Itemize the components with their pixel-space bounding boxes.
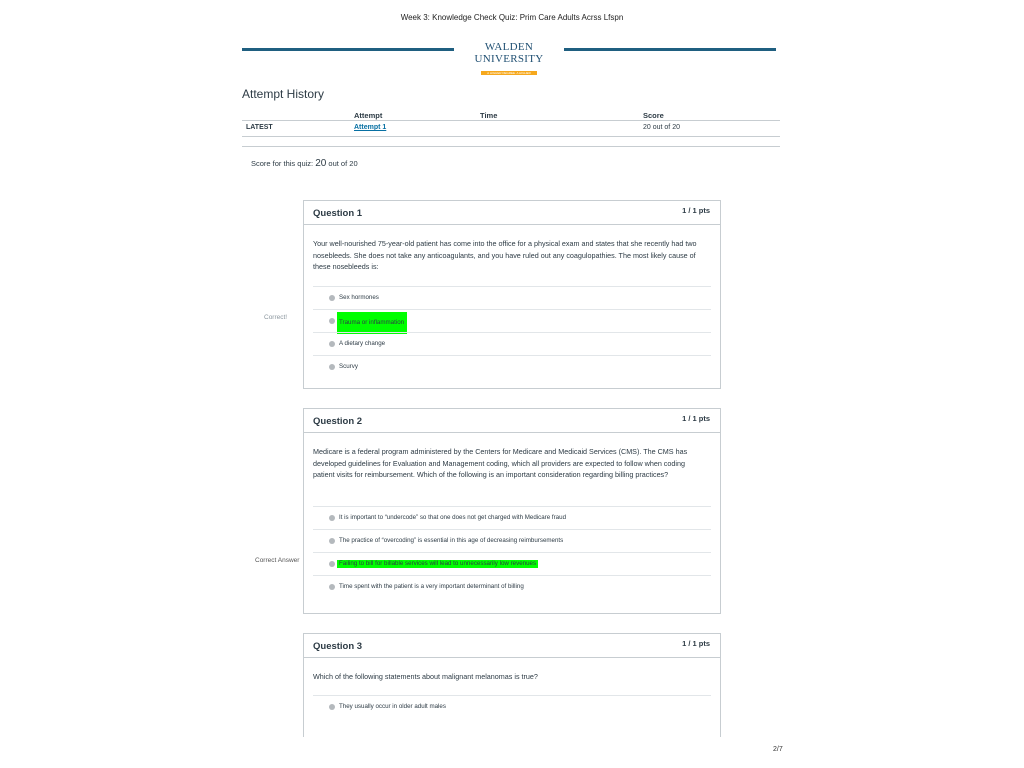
question-3-card <box>303 633 721 737</box>
answer-option[interactable] <box>313 506 711 529</box>
attempt-history-header <box>242 108 780 121</box>
attempt-history-table <box>242 108 780 137</box>
question-text: Your well-nourished 75-year-old patient has come into the office for a physical exam and states that she recently had two nosebleeds. She does not take any anticoagulants, and you have ruled out any coagulopathies. The most likely cause of these nosebleeds is: <box>313 239 697 272</box>
row-label-latest: LATEST <box>246 124 273 131</box>
column-header-time: Time <box>480 111 498 120</box>
answer-list <box>313 695 711 718</box>
table-row <box>242 121 780 137</box>
answer-option[interactable] <box>313 332 711 355</box>
question-1-card <box>303 200 721 389</box>
answer-text: Time spent with the patient is a very important determinant of billing <box>339 583 524 590</box>
answer-text: A dietary change <box>339 340 386 347</box>
walden-logo <box>456 41 562 83</box>
attempt-score: 20 out of 20 <box>643 124 680 131</box>
answer-text: They usually occur in older adult males <box>339 703 446 710</box>
answer-option-correct[interactable] <box>313 552 711 575</box>
question-points: 1 / 1 pts <box>682 206 710 215</box>
radio-icon[interactable] <box>329 704 335 710</box>
radio-icon[interactable] <box>329 318 335 324</box>
correct-label: Correct! <box>264 314 288 321</box>
column-header-score: Score <box>643 111 664 120</box>
brand-rule-right <box>564 48 776 51</box>
radio-icon[interactable] <box>329 364 335 370</box>
column-header-attempt: Attempt <box>354 111 383 120</box>
question-text: Which of the following statements about malignant melanomas is true? <box>313 672 538 681</box>
radio-icon[interactable] <box>329 561 335 567</box>
radio-icon[interactable] <box>329 341 335 347</box>
score-prefix: Score for this quiz: <box>251 159 314 168</box>
score-suffix: out of 20 <box>328 159 358 168</box>
answer-text: Sex hormones <box>339 294 379 301</box>
answer-option[interactable] <box>313 695 711 718</box>
question-2-card <box>303 408 721 614</box>
answer-list <box>313 506 711 598</box>
answer-option[interactable] <box>313 286 711 309</box>
answer-option[interactable] <box>313 355 711 378</box>
answer-text: Scurvy <box>339 363 358 370</box>
answer-option-selected[interactable] <box>313 309 711 332</box>
question-title: Question 2 <box>313 416 363 427</box>
radio-icon[interactable] <box>329 515 335 521</box>
score-value: 20 <box>315 158 327 169</box>
question-header <box>304 201 720 225</box>
correct-answer-label: Correct Answer <box>255 557 300 564</box>
attempt-history-title: Attempt History <box>242 87 325 101</box>
answer-text: It is important to “undercode” so that one does not get charged with Medicare fraud <box>339 514 567 521</box>
table-divider <box>242 146 780 147</box>
brand-tagline: A HIGHER DEGREE. A HIGHER PURPOSE. <box>481 71 537 75</box>
answer-text: Trauma or inflammation <box>337 312 407 334</box>
question-title: Question 1 <box>313 208 363 219</box>
answer-option[interactable] <box>313 575 711 598</box>
brand-rule-left <box>242 48 454 51</box>
answer-text: The practice of “overcoding” is essential in this age of decreasing reimbursements <box>339 537 564 544</box>
radio-icon[interactable] <box>329 584 335 590</box>
question-text: Medicare is a federal program administered by the Centers for Medicare and Medicaid Services (CMS). The CMS has developed guidelines for Evaluation and Management coding, which all providers are expected to follow when coding patient visits for reimbursement. Which of the following is an important consideration regarding billing practices? <box>313 447 688 480</box>
answer-list <box>313 286 711 378</box>
page-number: 2/7 <box>773 746 783 753</box>
attempt-1-link[interactable]: Attempt 1 <box>354 124 387 131</box>
question-header <box>304 634 720 658</box>
quiz-score-summary <box>251 158 358 169</box>
brand-name: WALDEN UNIVERSITY <box>474 41 544 65</box>
answer-option[interactable] <box>313 529 711 552</box>
brand-banner <box>242 41 776 79</box>
question-title: Question 3 <box>313 641 363 652</box>
radio-icon[interactable] <box>329 538 335 544</box>
question-points: 1 / 1 pts <box>682 639 710 648</box>
question-header <box>304 409 720 433</box>
page-header-title: Week 3: Knowledge Check Quiz: Prim Care Adults Acrss Lfspn <box>400 13 624 22</box>
answer-text: Failing to bill for billable services will lead to unnecessarily low revenues <box>339 560 537 567</box>
question-points: 1 / 1 pts <box>682 414 710 423</box>
radio-icon[interactable] <box>329 295 335 301</box>
